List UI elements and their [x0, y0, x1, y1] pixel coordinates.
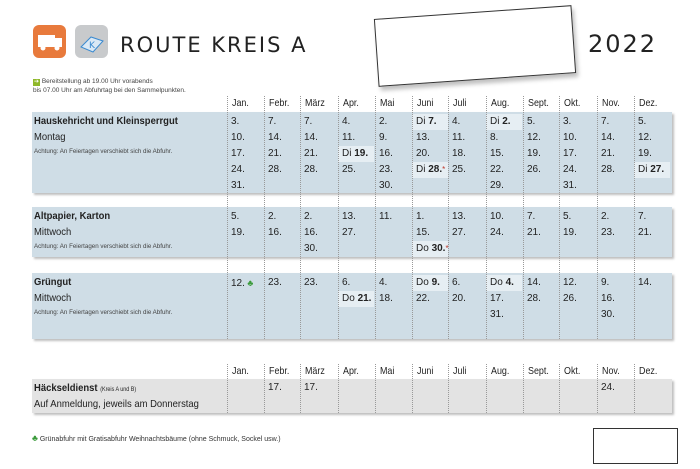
- date-entry: [486, 275, 522, 291]
- date-bold: 21.: [357, 293, 372, 304]
- date-entry: 15.: [416, 227, 430, 238]
- date-entry: 26.: [563, 293, 577, 304]
- column-divider: [412, 96, 413, 339]
- column-divider: [300, 96, 301, 339]
- section-weekday: Montag: [34, 131, 66, 143]
- date-bold: 7.: [428, 116, 437, 127]
- date-entry: 2.: [304, 211, 313, 222]
- date-entry: 17.: [268, 382, 282, 393]
- date-entry: [338, 291, 374, 307]
- date-entry: 12.: [563, 277, 577, 288]
- column-divider: [523, 364, 524, 413]
- holiday-asterisk: *: [442, 165, 446, 174]
- section-title: Grüngut: [34, 276, 72, 288]
- column-divider: [300, 364, 301, 413]
- date-entry: 16.: [268, 227, 282, 238]
- month-header: März: [305, 97, 325, 109]
- date-entry: 21.: [527, 227, 541, 238]
- date-entry: [486, 114, 522, 130]
- date-entry: 5.: [638, 116, 647, 127]
- column-divider: [375, 364, 376, 413]
- date-entry: 18.: [379, 293, 393, 304]
- month-header: Apr.: [343, 97, 359, 109]
- date-entry: 30.: [304, 243, 318, 254]
- column-divider: [227, 364, 228, 413]
- date-entry: 7.: [304, 116, 313, 127]
- month-header: Okt.: [564, 97, 581, 109]
- column-divider: [634, 96, 635, 339]
- date-entry: 28.: [304, 164, 318, 175]
- month-header: Jan.: [232, 365, 249, 377]
- weekday-prefix: Di: [638, 164, 651, 175]
- date-entry: 21.: [638, 227, 652, 238]
- date-entry: 14.: [268, 132, 282, 143]
- date-entry: 6.: [452, 277, 461, 288]
- date-entry: 14.: [638, 277, 652, 288]
- note-line-2: bis 07.00 Uhr am Abfuhrtag bei den Sammelpunkten.: [33, 87, 186, 94]
- date-bold: 9.: [431, 277, 440, 288]
- date-entry: 16.: [379, 148, 393, 159]
- date-entry: 4.: [342, 116, 351, 127]
- month-header: Mai: [380, 365, 395, 377]
- svg-text:K: K: [89, 41, 95, 51]
- date-entry: 19.: [231, 227, 245, 238]
- date: 12.: [231, 278, 245, 289]
- date-entry: [634, 162, 670, 178]
- month-header: Mai: [380, 97, 395, 109]
- date-entry: 5.: [527, 116, 536, 127]
- date-entry: 8.: [490, 132, 499, 143]
- date-entry: 1.: [416, 211, 425, 222]
- date-entry: 10.: [231, 132, 245, 143]
- month-header: Nov.: [602, 97, 620, 109]
- date-entry: 17.: [231, 148, 245, 159]
- month-header: Febr.: [269, 97, 290, 109]
- arrow-icon: ➔: [33, 79, 40, 85]
- month-header: Aug.: [491, 365, 510, 377]
- date-bold: 19.: [354, 148, 369, 159]
- date-entry: 14.: [527, 277, 541, 288]
- column-divider: [486, 364, 487, 413]
- column-divider: [412, 364, 413, 413]
- date-entry: 22.: [490, 164, 504, 175]
- month-header: Sept.: [528, 365, 549, 377]
- month-header: Sept.: [528, 97, 549, 109]
- column-divider: [559, 364, 560, 413]
- date-entry: [338, 146, 374, 162]
- date-entry: 19.: [527, 148, 541, 159]
- date-entry: 7.: [268, 116, 277, 127]
- date-entry: 20.: [452, 293, 466, 304]
- date-entry: 9.: [601, 277, 610, 288]
- weekday-prefix: Di: [490, 116, 503, 127]
- date-entry: 23.: [601, 227, 615, 238]
- tree-icon: ♣: [32, 433, 38, 443]
- date-entry: 2.: [268, 211, 277, 222]
- date-entry: 14.: [601, 132, 615, 143]
- date-entry: 13.: [342, 211, 356, 222]
- column-divider: [597, 364, 598, 413]
- column-divider: [264, 364, 265, 413]
- weekday-prefix: Do: [416, 277, 432, 288]
- column-divider: [338, 96, 339, 339]
- month-header: Dez.: [639, 365, 658, 377]
- weekday-prefix: Do: [490, 277, 506, 288]
- date-entry: 16.: [304, 227, 318, 238]
- date-entry: 30.: [379, 180, 393, 191]
- month-header: Juli: [453, 365, 467, 377]
- section-weekday: Mittwoch: [34, 226, 72, 238]
- date-entry: 24.: [563, 164, 577, 175]
- delivery-note: [33, 77, 186, 95]
- date-entry: 4.: [452, 116, 461, 127]
- date-entry: 14.: [304, 132, 318, 143]
- date-bold: 27.: [650, 164, 665, 175]
- section-note: Achtung: An Feiertagen verschiebt sich die Abfuhr.: [34, 148, 173, 155]
- empty-box: [593, 428, 678, 464]
- date-entry: [412, 162, 448, 178]
- date-entry: 21.: [601, 148, 615, 159]
- haeckseldienst-title: Häckseldienst (Kreis A und B): [34, 382, 137, 394]
- column-divider: [597, 96, 598, 339]
- column-divider: [375, 96, 376, 339]
- date-entry: 25.: [342, 164, 356, 175]
- date-entry: 23.: [268, 277, 282, 288]
- column-divider: [448, 96, 449, 339]
- date-entry: 17.: [490, 293, 504, 304]
- date-entry: 11.: [452, 132, 466, 143]
- date-entry: 7.: [638, 211, 647, 222]
- section-note: Achtung: An Feiertagen verschiebt sich die Abfuhr.: [34, 243, 173, 250]
- date-entry: 13.: [416, 132, 430, 143]
- section-note: Achtung: An Feiertagen verschiebt sich die Abfuhr.: [34, 309, 173, 316]
- bulky-waste-k-icon: [75, 25, 108, 58]
- column-divider: [559, 96, 560, 339]
- date-entry: 3.: [563, 116, 572, 127]
- date-entry: 15.: [490, 148, 504, 159]
- date-entry: 18.: [452, 148, 466, 159]
- date-entry: 11.: [379, 211, 393, 222]
- date-entry: 10.: [563, 132, 577, 143]
- weekday-prefix: Di: [416, 164, 429, 175]
- date-entry: 9.: [379, 132, 388, 143]
- date-entry: 17.: [563, 148, 577, 159]
- holiday-asterisk: *: [445, 244, 449, 253]
- date-entry: [412, 275, 448, 291]
- date-entry: 23.: [304, 277, 318, 288]
- month-header: Juni: [417, 365, 434, 377]
- date-entry: 24.: [490, 227, 504, 238]
- date-entry: 6.: [342, 277, 351, 288]
- date-entry: 26.: [527, 164, 541, 175]
- date-bold: 2.: [502, 116, 511, 127]
- date-entry: 27.: [342, 227, 356, 238]
- column-divider: [634, 364, 635, 413]
- date-bold: 30.: [431, 243, 446, 254]
- month-header: Okt.: [564, 365, 581, 377]
- date-entry: 7.: [527, 211, 536, 222]
- date-entry: 24.: [231, 164, 245, 175]
- year: 2022: [588, 30, 658, 58]
- haeckseldienst-subtitle: (Kreis A und B): [100, 387, 137, 393]
- date-entry: 27.: [452, 227, 466, 238]
- column-divider: [486, 96, 487, 339]
- date-entry: 17.: [304, 382, 318, 393]
- date-bold: 4.: [505, 277, 514, 288]
- section-weekday: Mittwoch: [34, 292, 72, 304]
- date-entry: 28.: [268, 164, 282, 175]
- date-entry: 22.: [416, 293, 430, 304]
- tree-icon: ♣: [244, 278, 254, 288]
- date-entry: 13.: [452, 211, 466, 222]
- date-entry: 31.: [490, 309, 504, 320]
- weekday-prefix: Di: [342, 148, 355, 159]
- date-bold: 28.: [428, 164, 443, 175]
- date-entry: 3.: [231, 116, 240, 127]
- date-entry: 2.: [379, 116, 388, 127]
- address-box: [374, 5, 576, 87]
- date-entry: 12.: [638, 132, 652, 143]
- date-entry: 25.: [452, 164, 466, 175]
- section-title: Altpapier, Karton: [34, 210, 111, 222]
- date-entry: 21.: [304, 148, 318, 159]
- column-divider: [264, 96, 265, 339]
- date-entry: 11.: [342, 132, 356, 143]
- month-header: Apr.: [343, 365, 359, 377]
- date-entry: 5.: [563, 211, 572, 222]
- month-header: März: [305, 365, 325, 377]
- month-header: Febr.: [269, 365, 290, 377]
- month-header: Juli: [453, 97, 467, 109]
- footnote: [32, 433, 281, 443]
- date-entry: 5.: [231, 211, 240, 222]
- date-entry: 28.: [601, 164, 615, 175]
- column-divider: [523, 96, 524, 339]
- date-entry: [227, 275, 263, 291]
- date-entry: 23.: [379, 164, 393, 175]
- month-header: Nov.: [602, 365, 620, 377]
- date-entry: 7.: [601, 116, 610, 127]
- month-header: Aug.: [491, 97, 510, 109]
- date-entry: 31.: [231, 180, 245, 191]
- date-entry: 16.: [601, 293, 615, 304]
- note-line-1: Bereitstellung ab 19.00 Uhr vorabends: [41, 78, 153, 85]
- garbage-truck-icon: [33, 25, 66, 58]
- date-entry: 2.: [601, 211, 610, 222]
- date-entry: 12.: [527, 132, 541, 143]
- date-entry: 19.: [638, 148, 652, 159]
- date-entry: 24.: [601, 382, 615, 393]
- weekday-prefix: Di: [416, 116, 429, 127]
- date-entry: 31.: [563, 180, 577, 191]
- column-divider: [448, 364, 449, 413]
- date-entry: [412, 241, 448, 257]
- month-header: Jan.: [232, 97, 249, 109]
- date-entry: 29.: [490, 180, 504, 191]
- haeckseldienst-note: Auf Anmeldung, jeweils am Donnerstag: [34, 398, 199, 410]
- date-entry: 4.: [379, 277, 388, 288]
- date-entry: 19.: [563, 227, 577, 238]
- date-entry: 28.: [527, 293, 541, 304]
- weekday-prefix: Do: [416, 243, 432, 254]
- page-title: ROUTE KREIS A: [120, 33, 308, 57]
- date-entry: 20.: [416, 148, 430, 159]
- date-entry: 21.: [268, 148, 282, 159]
- column-divider: [338, 364, 339, 413]
- footnote-text: Grünabfuhr mit Gratisabfuhr Weihnachtsbäume (ohne Schmuck, Sockel usw.): [39, 436, 281, 443]
- column-divider: [227, 96, 228, 339]
- date-entry: [412, 114, 448, 130]
- section-title: Hauskehricht und Kleinsperrgut: [34, 115, 178, 127]
- weekday-prefix: Do: [342, 293, 358, 304]
- date-entry: 30.: [601, 309, 615, 320]
- month-header: Dez.: [639, 97, 658, 109]
- date-entry: 10.: [490, 211, 504, 222]
- month-header: Juni: [417, 97, 434, 109]
